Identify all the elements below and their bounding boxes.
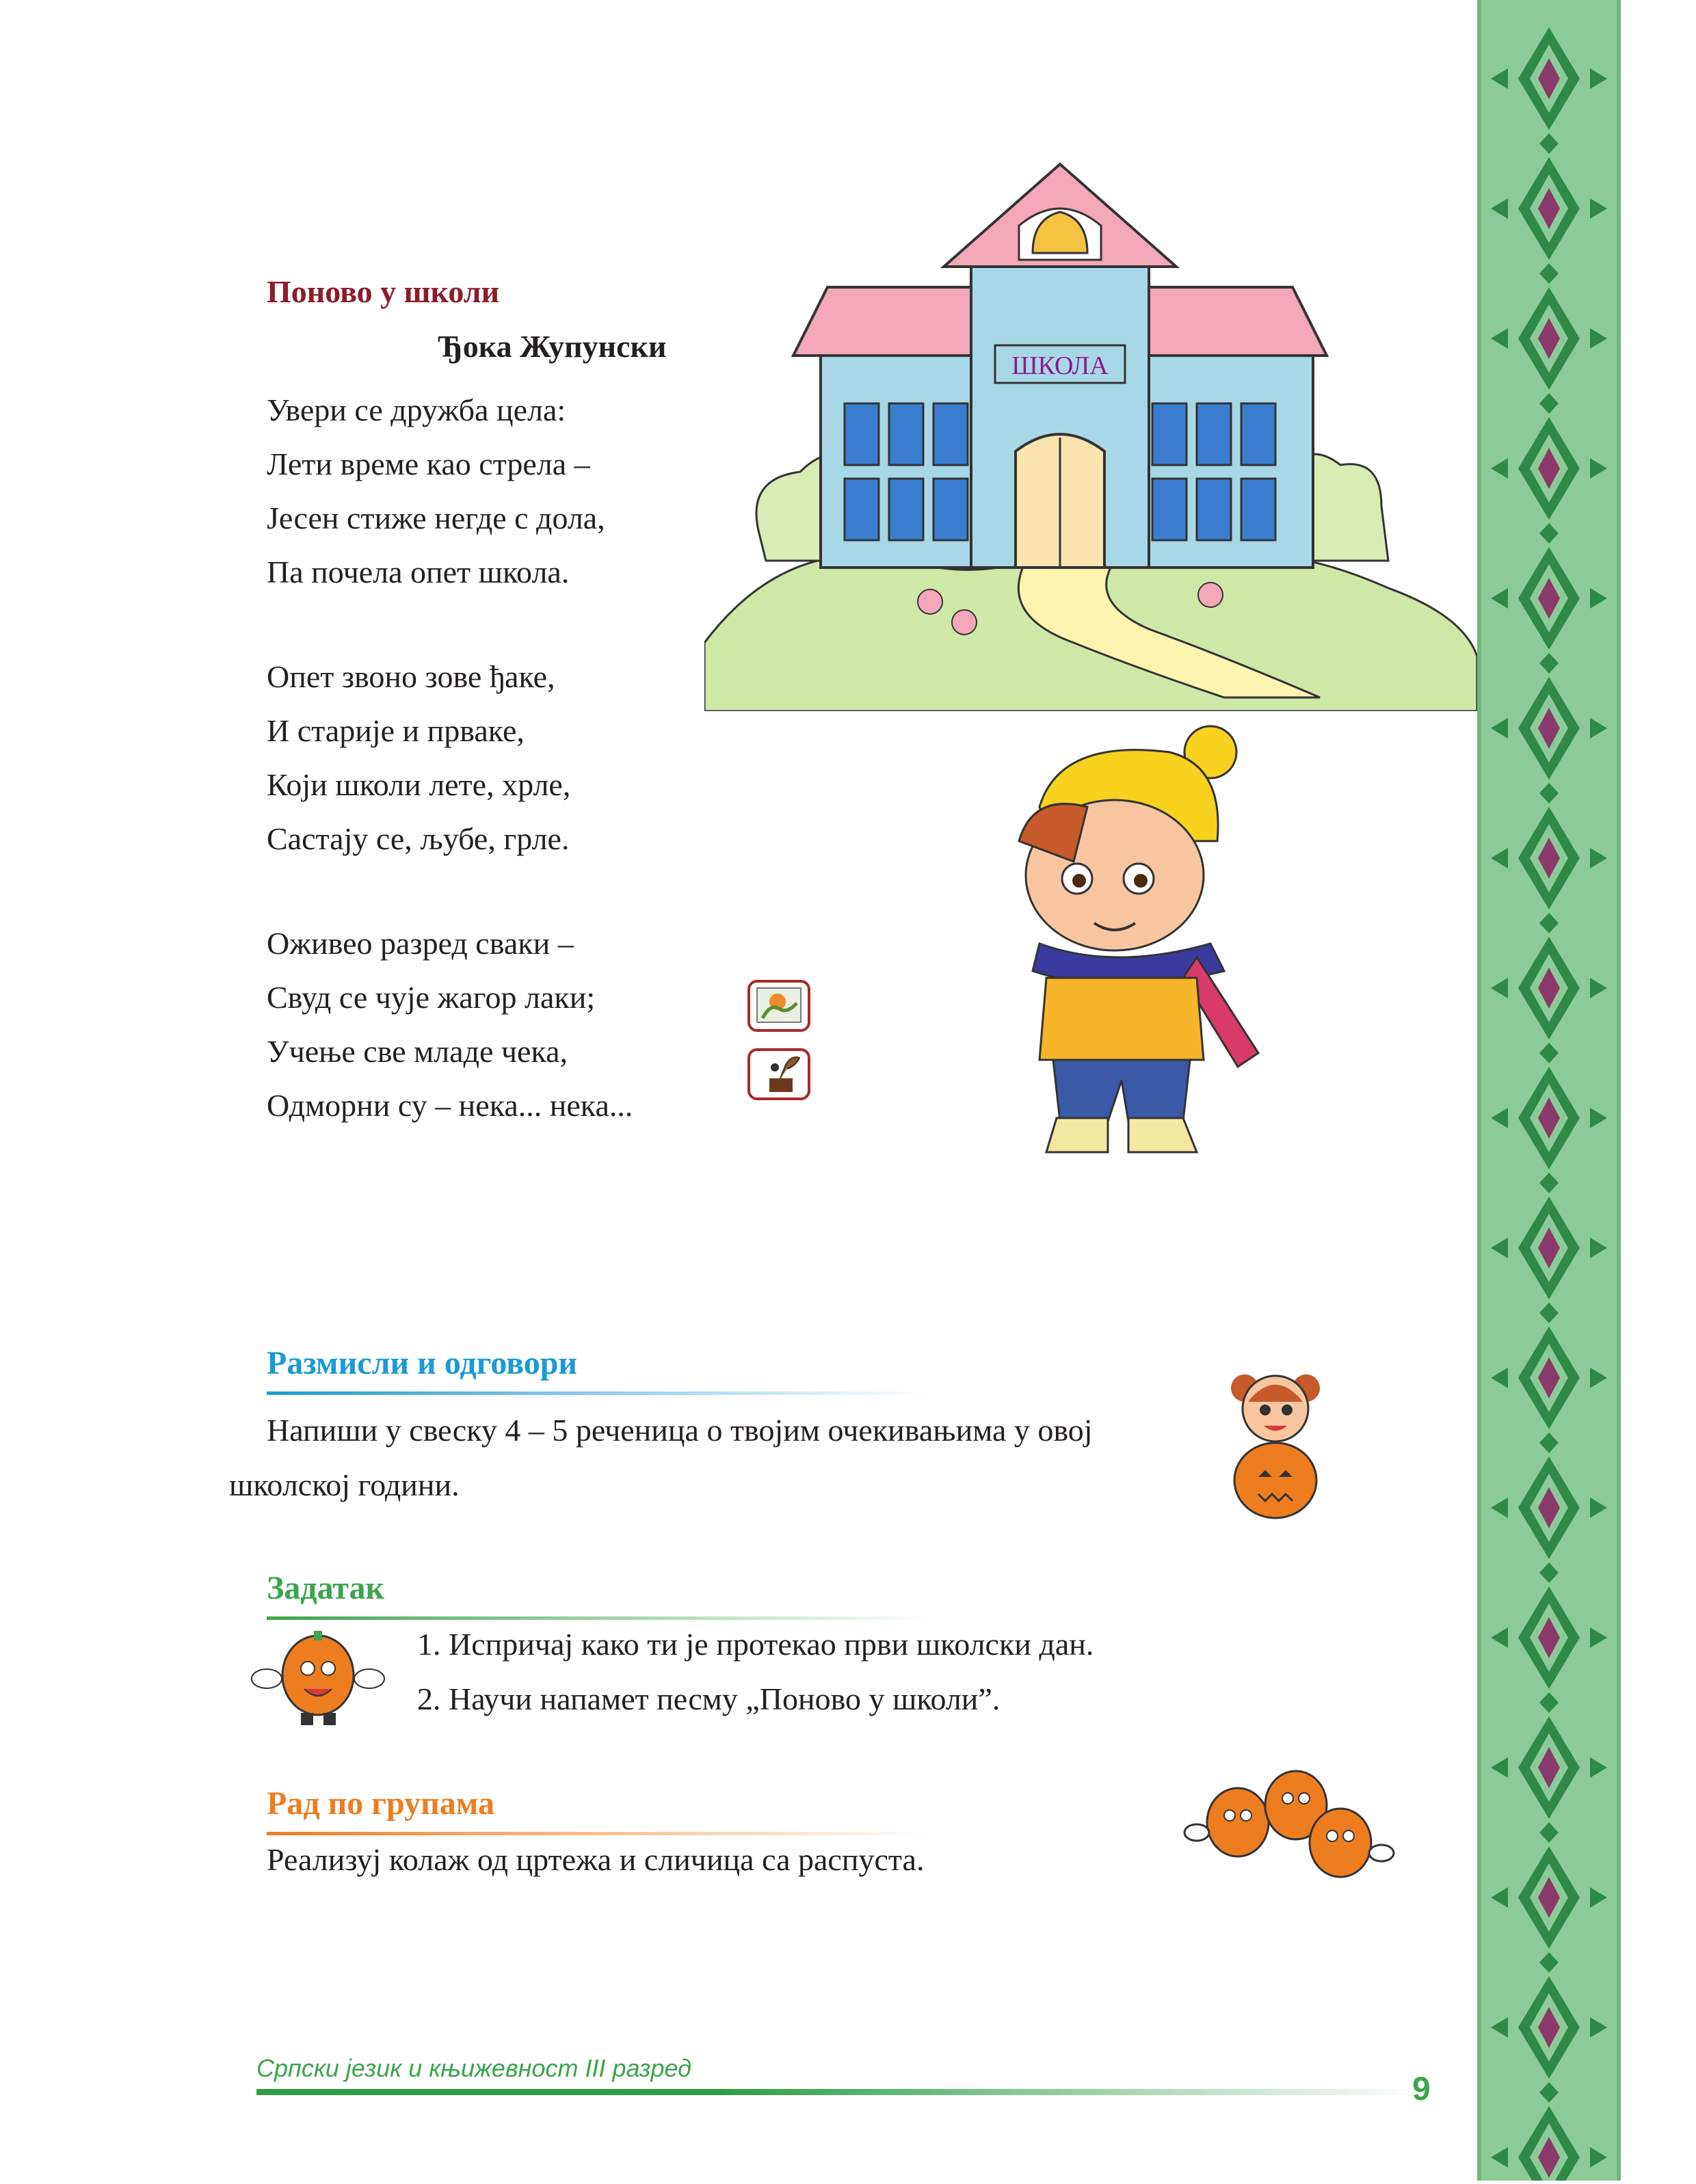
poem-line: Лети време као стрела – (267, 447, 590, 481)
task-item-1: 1. Испричај како ти је протекао први школски дан. (417, 1627, 1094, 1662)
ornament-motif (1491, 1976, 1607, 2103)
poem-line: Свуд се чује жагор лаки; (267, 980, 596, 1015)
poem-line: Увери се дружба цела: (267, 392, 566, 427)
gramophone-icon (750, 1051, 808, 1097)
ornament-motif (1491, 1067, 1607, 1193)
folk-pattern-ornament (1481, 0, 1617, 2181)
poem-line: И старије и прваке, (267, 713, 525, 748)
pumpkin-mascot-icon (250, 1631, 386, 1733)
think-text-line-1: Напиши у свеску 4 – 5 реченица о твојим очекивањима у овој (267, 1413, 1093, 1448)
poem-line: Који школи лете, хрле, (267, 767, 571, 802)
ornament-motif (1491, 1586, 1607, 1713)
boy-with-scarf-illustration (992, 725, 1279, 1162)
poem-title: Поново у школи (267, 274, 500, 309)
girl-pumpkin-costume-illustration (1224, 1361, 1327, 1525)
pumpkin-group-illustration (1176, 1764, 1402, 1901)
decorative-border-strip (1477, 0, 1621, 2181)
ornament-motif (1491, 1197, 1607, 1323)
group-text: Реализуј колаж од цртежа и сличица са распуста. (267, 1842, 925, 1877)
poem-line: Учење све младе чека, (267, 1034, 568, 1069)
ornament-motif (1491, 27, 1607, 154)
image-gallery-icon (750, 983, 808, 1029)
ornament-motif (1491, 937, 1607, 1063)
group-heading: Рад по групама (267, 1785, 495, 1822)
task-item-2: 2. Научи напамет песму „Поново у школи”. (417, 1681, 1001, 1716)
ornament-motif (1491, 1846, 1607, 1973)
audio-player-button[interactable] (747, 1048, 810, 1100)
school-building-illustration (704, 150, 1477, 711)
ornament-motif (1491, 547, 1607, 674)
think-heading: Размисли и одговори (267, 1345, 578, 1381)
footer-book-title: Српски језик и књижевност III разред (256, 2054, 691, 2082)
ornament-motif (1491, 1456, 1607, 1583)
think-divider (267, 1391, 930, 1395)
poem-line: Па почела опет школа. (267, 555, 570, 589)
ornament-motif (1491, 2106, 1607, 2181)
image-gallery-button[interactable] (747, 980, 810, 1032)
poem-line: Састају се, љубе, грле. (267, 821, 570, 856)
ornament-motif (1491, 157, 1607, 284)
task-heading: Задатак (267, 1570, 385, 1606)
poem-line: Јесен стиже негде с дола, (267, 501, 605, 535)
poem-stanza-1 (267, 383, 605, 599)
poem-line: Одморни су – нека... нека... (267, 1088, 633, 1123)
school-sign-text: ШКОЛА (1011, 351, 1109, 380)
think-text-line-2: школској години. (229, 1467, 460, 1502)
poem-stanza-2 (267, 650, 570, 866)
ornament-motif (1491, 417, 1607, 544)
poem-line: Опет звоно зове ђаке, (267, 659, 555, 694)
poem-author: Ђока Жупунски (438, 329, 667, 364)
ornament-motif (1491, 287, 1607, 414)
page-number: 9 (1412, 2071, 1431, 2107)
ornament-motif (1491, 677, 1607, 803)
poem-line: Оживео разред сваки – (267, 926, 574, 961)
poem-stanza-3 (267, 916, 633, 1132)
ornament-motif (1491, 1716, 1607, 1843)
ornament-motif (1491, 807, 1607, 933)
footer-divider (256, 2089, 1419, 2095)
ornament-motif (1491, 1327, 1607, 1453)
